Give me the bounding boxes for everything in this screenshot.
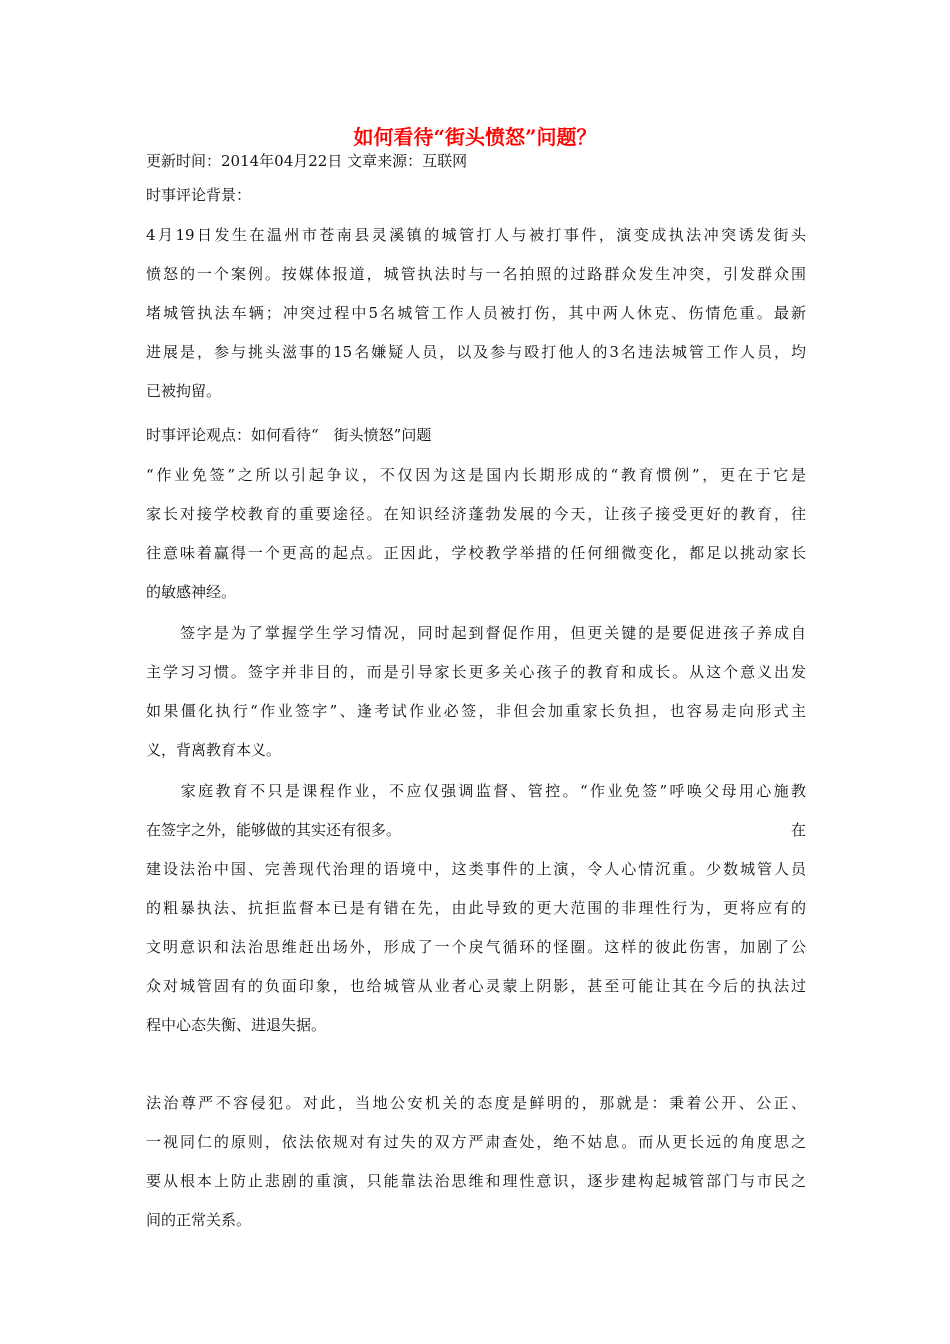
paragraph-line: 要从根本上防止悲剧的重演，只能靠法治思维和理性意识，逐步建构起城管部门与市民之 <box>146 1172 806 1190</box>
paragraph-line-text: 在签字之外，能够做的其实还有很多。 <box>146 821 402 839</box>
article-meta: 更新时间：2014年04月22日 文章来源：互联网 <box>146 152 468 170</box>
paragraph-line: 堵城管执法车辆；冲突过程中5名城管工作人员被打伤，其中两人休克、伤情危重。最新 <box>146 304 806 322</box>
article-title: 如何看待“街头愤怒”问题？ <box>353 125 597 149</box>
paragraph-1 <box>146 456 806 612</box>
background-heading: 时事评论背景： <box>146 186 252 204</box>
paragraph-line: 义，背离教育本义。 <box>146 741 282 759</box>
paragraph-line: 往意味着赢得一个更高的起点。正因此，学校教学举措的任何细微变化，都足以挑动家长 <box>146 544 806 562</box>
paragraph-5 <box>146 1084 806 1240</box>
background-paragraph <box>146 216 806 411</box>
paragraph-line: 众对城管固有的负面印象，也给城管从业者心灵蒙上阴影，甚至可能让其在今后的执法过 <box>146 977 806 995</box>
paragraph-line: 法治尊严不容侵犯。对此，当地公安机关的态度是鲜明的，那就是：秉着公开、公正、 <box>146 1094 806 1112</box>
paragraph-line <box>146 811 806 850</box>
paragraph-line: 签字是为了掌握学生学习情况，同时起到督促作用，但更关键的是要促进孩子养成自 <box>146 624 806 642</box>
paragraph-line: 如果僵化执行“作业签字”、逢考试作业必签，非但会加重家长负担，也容易走向形式主 <box>146 702 806 720</box>
paragraph-line: 间的正常关系。 <box>146 1211 252 1229</box>
paragraph-line: 建设法治中国、完善现代治理的语境中，这类事件的上演，令人心情沉重。少数城管人员 <box>146 860 806 878</box>
paragraph-3 <box>146 772 806 850</box>
paragraph-line: 已被拘留。 <box>146 382 222 400</box>
paragraph-line: 主学习习惯。签字并非目的，而是引导家长更多关心孩子的教育和成长。从这个意义出发 <box>146 663 806 681</box>
paragraph-line: “作业免签”之所以引起争议，不仅因为这是国内长期形成的“教育惯例”，更在于它是 <box>146 466 806 484</box>
paragraph-line: 程中心态失衡、进退失据。 <box>146 1016 327 1034</box>
paragraph-line: 家庭教育不只是课程作业，不应仅强调监督、管控。“作业免签”呼唤父母用心施教 <box>146 782 806 800</box>
viewpoint-heading: 时事评论观点：如何看待“ 街头愤怒”问题 <box>146 426 432 444</box>
paragraph-line: 家长对接学校教育的重要途径。在知识经济蓬勃发展的今天，让孩子接受更好的教育，往 <box>146 505 806 523</box>
paragraph-line: 的敏感神经。 <box>146 583 237 601</box>
paragraph-4 <box>146 850 806 1045</box>
paragraph-2 <box>146 614 806 770</box>
paragraph-line: 4月19日发生在温州市苍南县灵溪镇的城管打人与被打事件，演变成执法冲突诱发街头 <box>146 226 806 244</box>
paragraph-line: 的粗暴执法、抗拒监督本已是有错在先，由此导致的更大范围的非理性行为，更将应有的 <box>146 899 806 917</box>
paragraph-line: 文明意识和法治思维赶出场外，形成了一个戾气循环的怪圈。这样的彼此伤害，加剧了公 <box>146 938 806 956</box>
paragraph-line: 一视同仁的原则，依法依规对有过失的双方严肃查处，绝不姑息。而从更长远的角度思之 <box>146 1133 806 1151</box>
paragraph-line: 进展是，参与挑头滋事的15名嫌疑人员，以及参与殴打他人的3名违法城管工作人员，均 <box>146 343 806 361</box>
paragraph-line: 愤怒的一个案例。按媒体报道，城管执法时与一名拍照的过路群众发生冲突，引发群众围 <box>146 265 806 283</box>
paragraph-line-tail: 在 <box>790 821 806 839</box>
